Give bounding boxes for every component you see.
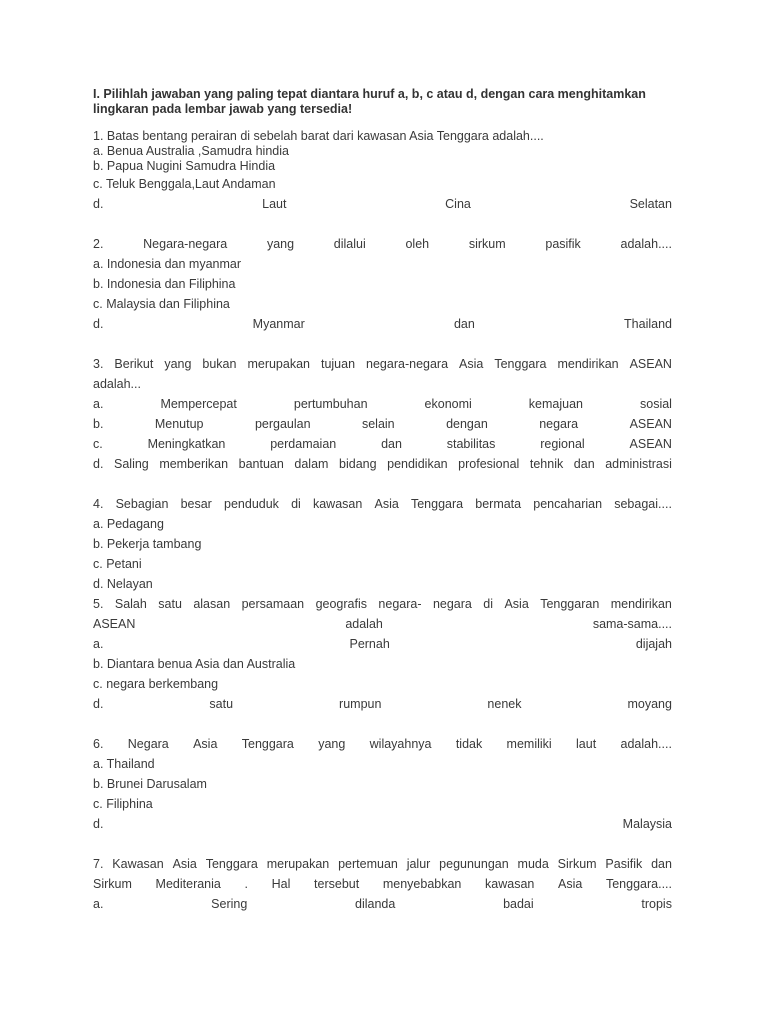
word: oleh bbox=[405, 237, 430, 251]
word: Tenggara bbox=[241, 737, 294, 751]
word: dilanda bbox=[355, 897, 396, 911]
word: b. bbox=[93, 417, 104, 431]
question-2-option-a: a. Indonesia dan myanmar bbox=[93, 257, 242, 271]
word: bermata bbox=[475, 497, 522, 511]
word: Berikut bbox=[114, 357, 154, 371]
word: a. bbox=[93, 397, 104, 411]
word: moyang bbox=[627, 697, 672, 711]
question-7-text-line-1 bbox=[93, 854, 672, 874]
word: penduduk bbox=[224, 497, 279, 511]
word: sirkum bbox=[468, 237, 506, 251]
word: 7. bbox=[93, 857, 104, 871]
question-1-option-b: b. Papua Nugini Samudra Hindia bbox=[93, 159, 276, 173]
word: d. bbox=[93, 317, 104, 331]
question-7-text-line-2 bbox=[93, 874, 672, 894]
word: sama-sama.... bbox=[592, 617, 672, 631]
word: ASEAN bbox=[629, 437, 672, 451]
word: Negara bbox=[127, 737, 169, 751]
word: mendirikan bbox=[610, 597, 672, 611]
word: Laut bbox=[262, 197, 287, 211]
question-3-text-line-1 bbox=[93, 354, 672, 374]
word: pertemuan bbox=[338, 857, 398, 871]
word: dan bbox=[381, 437, 402, 451]
word: Asia bbox=[504, 597, 529, 611]
word: persamaan bbox=[241, 597, 305, 611]
question-7-option-a bbox=[93, 894, 672, 914]
word: c. bbox=[93, 437, 103, 451]
word: besar bbox=[180, 497, 212, 511]
word: sosial bbox=[640, 397, 672, 411]
word: muda bbox=[517, 857, 549, 871]
word: dijajah bbox=[635, 637, 672, 651]
word: Mempercepat bbox=[160, 397, 237, 411]
word: Asia bbox=[172, 857, 197, 871]
word: Myanmar bbox=[252, 317, 305, 331]
word: profesional bbox=[458, 457, 520, 471]
word: sebagai.... bbox=[614, 497, 672, 511]
word: Selatan bbox=[629, 197, 672, 211]
word: Saling bbox=[114, 457, 149, 471]
word: adalah.... bbox=[620, 237, 672, 251]
word: 3. bbox=[93, 357, 104, 371]
word: mendirikan bbox=[557, 357, 619, 371]
word: bukan bbox=[202, 357, 237, 371]
word: menyebabkan bbox=[382, 877, 462, 891]
question-4-option-d: d. Nelayan bbox=[93, 577, 153, 591]
word: dengan bbox=[446, 417, 488, 431]
word: ASEAN bbox=[629, 357, 672, 371]
question-5-option-b: b. Diantara benua Asia dan Australia bbox=[93, 657, 296, 671]
word: Sebagian bbox=[115, 497, 169, 511]
word: ASEAN bbox=[93, 617, 136, 631]
word: Pernah bbox=[349, 637, 390, 651]
word: ekonomi bbox=[424, 397, 472, 411]
word: negara- bbox=[378, 597, 422, 611]
word: kemajuan bbox=[528, 397, 583, 411]
word: Thailand bbox=[624, 317, 672, 331]
question-4-text bbox=[93, 494, 672, 514]
word: tropis bbox=[641, 897, 672, 911]
word: 6. bbox=[93, 737, 104, 751]
word: bantuan bbox=[238, 457, 284, 471]
question-1-option-d bbox=[93, 194, 672, 214]
word: d. bbox=[93, 457, 104, 471]
question-5-text-line-1 bbox=[93, 594, 672, 614]
question-6-text bbox=[93, 734, 672, 754]
word: pasifik bbox=[545, 237, 581, 251]
question-3-option-b bbox=[93, 414, 672, 434]
question-4-option-b: b. Pekerja tambang bbox=[93, 537, 202, 551]
question-5-text-line-2 bbox=[93, 614, 672, 634]
word: dilalui bbox=[333, 237, 366, 251]
word: Menutup bbox=[154, 417, 204, 431]
question-5-option-c: c. negara berkembang bbox=[93, 677, 219, 691]
word: wilayahnya bbox=[369, 737, 432, 751]
word: tersebut bbox=[314, 877, 360, 891]
word: Asia bbox=[459, 357, 484, 371]
word: dalam bbox=[294, 457, 329, 471]
word: d. bbox=[93, 697, 104, 711]
question-2-option-d bbox=[93, 314, 672, 334]
word: a. bbox=[93, 897, 104, 911]
word: alasan bbox=[193, 597, 231, 611]
word: Cina bbox=[445, 197, 471, 211]
word: di bbox=[483, 597, 494, 611]
word: pegunungan bbox=[439, 857, 509, 871]
document-page bbox=[93, 87, 672, 914]
word: yang bbox=[266, 237, 295, 251]
word: satu bbox=[158, 597, 182, 611]
question-3-text-line-2: adalah... bbox=[93, 377, 141, 391]
word: Tenggaran bbox=[540, 597, 600, 611]
word: Tenggara bbox=[494, 357, 547, 371]
word: dan bbox=[651, 857, 672, 871]
word: Tenggara bbox=[410, 497, 464, 511]
word: di bbox=[291, 497, 301, 511]
word: pendidikan bbox=[387, 457, 448, 471]
word: ASEAN bbox=[629, 417, 672, 431]
spacer bbox=[93, 214, 672, 234]
word: perdamaian bbox=[270, 437, 337, 451]
word: pencaharian bbox=[533, 497, 603, 511]
word: stabilitas bbox=[446, 437, 496, 451]
word: Kawasan bbox=[112, 857, 164, 871]
instruction-heading: I. Pilihlah jawaban yang paling tepat diantara huruf a, b, c atau d, dengan cara menghitamkan lingkaran pada lembar jawab yang tersedia! bbox=[93, 87, 646, 116]
word: Hal bbox=[271, 877, 291, 891]
word: administrasi bbox=[605, 457, 672, 471]
question-6-option-b: b. Brunei Darusalam bbox=[93, 777, 207, 791]
word: pergaulan bbox=[254, 417, 311, 431]
word: adalah.... bbox=[620, 737, 672, 751]
question-2-text bbox=[93, 234, 672, 254]
word: Malaysia bbox=[622, 817, 672, 831]
word: d. bbox=[93, 817, 104, 831]
word: Meningkatkan bbox=[147, 437, 226, 451]
word: Sering bbox=[211, 897, 248, 911]
word: bidang bbox=[339, 457, 377, 471]
word: selain bbox=[361, 417, 395, 431]
question-1-option-c: c. Teluk Benggala,Laut Andaman bbox=[93, 177, 276, 191]
word: Mediterania bbox=[155, 877, 221, 891]
question-5-option-a bbox=[93, 634, 672, 654]
spacer bbox=[93, 334, 672, 354]
question-5-option-d bbox=[93, 694, 672, 714]
question-6-option-d bbox=[93, 814, 672, 834]
question-6-option-c: c. Filiphina bbox=[93, 797, 153, 811]
word: Tenggara bbox=[205, 857, 258, 871]
question-6-option-a: a. Thailand bbox=[93, 757, 155, 771]
word: kawasan bbox=[312, 497, 363, 511]
word: kawasan bbox=[485, 877, 535, 891]
question-1-text: 1. Batas bentang perairan di sebelah barat dari kawasan Asia Tenggara adalah.... bbox=[93, 129, 544, 143]
word: memiliki bbox=[506, 737, 552, 751]
word: dan bbox=[573, 457, 595, 471]
word: Sirkum bbox=[557, 857, 597, 871]
word: Asia bbox=[374, 497, 399, 511]
word: merupakan bbox=[266, 857, 330, 871]
word: d. bbox=[93, 197, 104, 211]
word: pertumbuhan bbox=[293, 397, 368, 411]
question-4-option-c: c. Petani bbox=[93, 557, 142, 571]
word: yang bbox=[318, 737, 346, 751]
word: Asia bbox=[193, 737, 218, 751]
word: yang bbox=[164, 357, 192, 371]
word: regional bbox=[540, 437, 585, 451]
word: adalah bbox=[345, 617, 383, 631]
word: rumpun bbox=[339, 697, 382, 711]
word: satu bbox=[209, 697, 234, 711]
question-1-option-a: a. Benua Australia ,Samudra hindia bbox=[93, 144, 289, 158]
spacer bbox=[93, 714, 672, 734]
word: jalur bbox=[406, 857, 431, 871]
question-2-option-b: b. Indonesia dan Filiphina bbox=[93, 277, 236, 291]
spacer bbox=[93, 834, 672, 854]
word: tehnik bbox=[529, 457, 564, 471]
word: 2. bbox=[93, 237, 104, 251]
word: memberikan bbox=[159, 457, 229, 471]
question-4-option-a: a. Pedagang bbox=[93, 517, 164, 531]
word: nenek bbox=[487, 697, 522, 711]
word: badai bbox=[503, 897, 534, 911]
word: Salah bbox=[114, 597, 147, 611]
word: negara bbox=[539, 417, 579, 431]
question-3-option-c bbox=[93, 434, 672, 454]
word: Tenggara.... bbox=[605, 877, 672, 891]
word: a. bbox=[93, 637, 104, 651]
word: Negara-negara bbox=[143, 237, 228, 251]
question-3-option-d bbox=[93, 454, 672, 474]
question-3-option-a bbox=[93, 394, 672, 414]
word: tujuan bbox=[320, 357, 356, 371]
word: 4. bbox=[93, 497, 104, 511]
word: laut bbox=[576, 737, 597, 751]
word: tidak bbox=[455, 737, 483, 751]
word: merupakan bbox=[247, 357, 310, 371]
word: negara bbox=[432, 597, 472, 611]
word: dan bbox=[453, 317, 475, 331]
word: . bbox=[244, 877, 248, 891]
word: Asia bbox=[558, 877, 583, 891]
word: Sirkum bbox=[93, 877, 132, 891]
question-2-option-c: c. Malaysia dan Filiphina bbox=[93, 297, 230, 311]
spacer bbox=[93, 474, 672, 494]
word: Pasifik bbox=[605, 857, 643, 871]
word: geografis bbox=[315, 597, 367, 611]
word: 5. bbox=[93, 597, 104, 611]
word: negara-negara bbox=[366, 357, 449, 371]
